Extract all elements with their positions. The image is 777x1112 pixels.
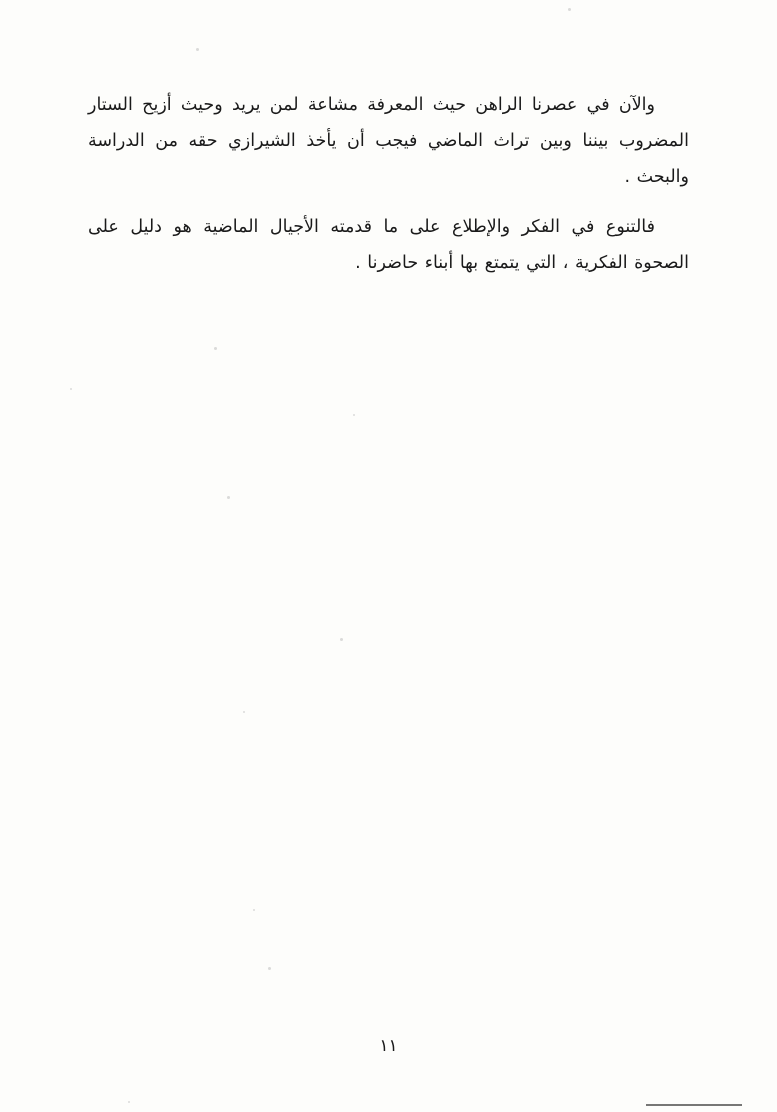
paragraph-1: والآن في عصرنا الراهن حيث المعرفة مشاعة لمن يريد وحيث أزيح الستار المضروب بيننا وبين تراث الماضي فيجب أن يأخذ الشيرازي حقه من الدراسة والبحث .	[88, 95, 689, 187]
scan-speckle	[243, 711, 245, 713]
page-text-body	[88, 88, 689, 281]
scan-edge-mark	[646, 1104, 742, 1106]
page-number: ١١	[379, 1036, 398, 1056]
scan-speckle	[70, 388, 72, 390]
scan-speckle	[253, 909, 255, 911]
paragraph-2: فالتنوع في الفكر والإطلاع على ما قدمته الأجيال الماضية هو دليل على الصحوة الفكرية ، التي يتمتع بها أبناء حاضرنا .	[88, 216, 689, 273]
scan-speckle	[568, 8, 571, 11]
scan-speckle	[196, 48, 199, 51]
scan-speckle	[128, 1101, 130, 1103]
scan-speckle	[268, 967, 271, 970]
scan-speckle	[227, 496, 230, 499]
scan-speckle	[353, 414, 355, 416]
scan-speckle	[340, 638, 343, 641]
scan-speckle	[214, 347, 217, 350]
